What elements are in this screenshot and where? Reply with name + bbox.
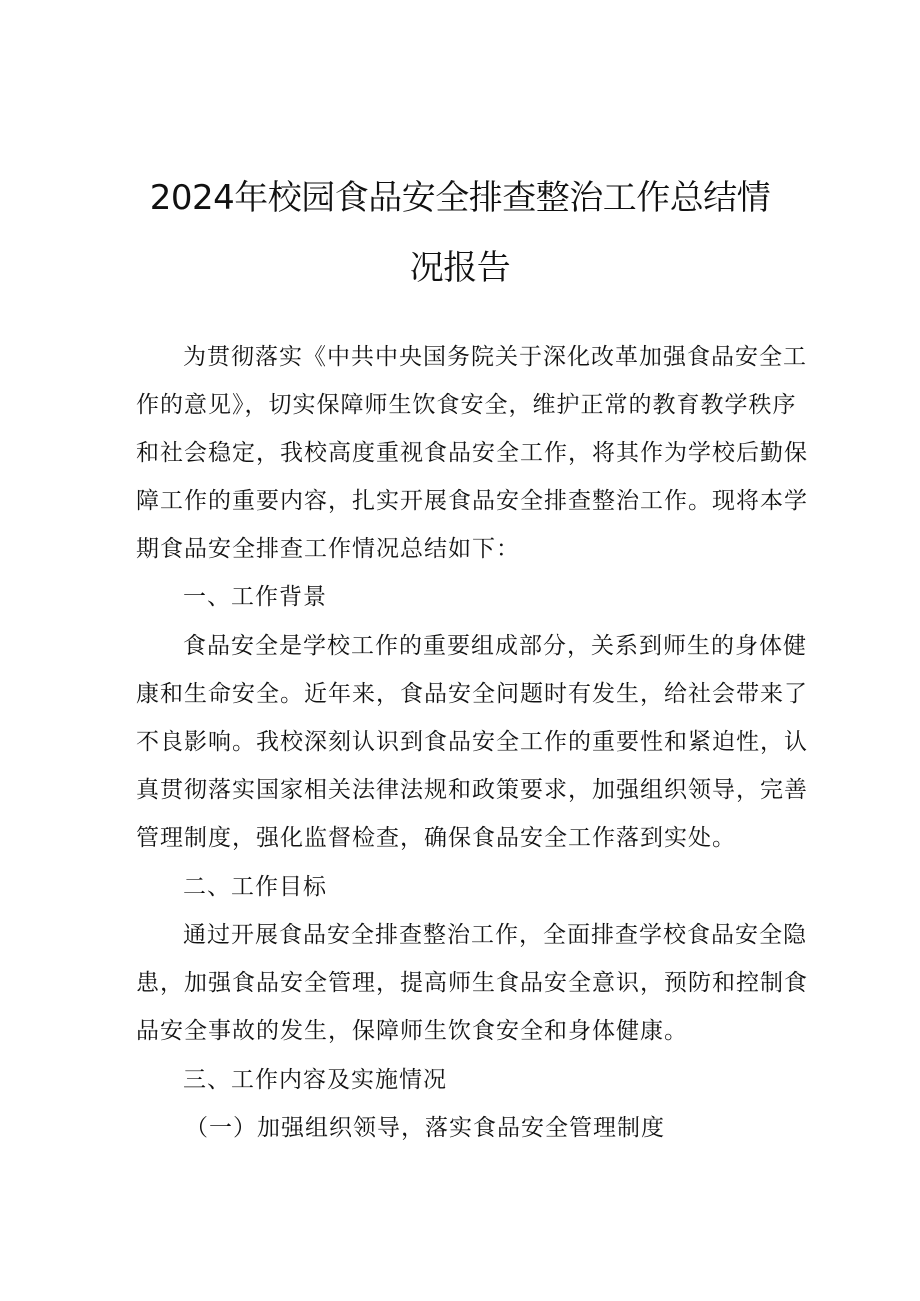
section-heading-background: 一、工作背景: [183, 584, 327, 610]
intro-line-4: 障工作的重要内容，扎实开展食品安全排查整治工作。现将本学: [136, 488, 808, 514]
section-heading-implementation: 三、工作内容及实施情况: [183, 1067, 447, 1093]
section1-line-1: 食品安全是学校工作的重要组成部分，关系到师生的身体健: [183, 633, 807, 659]
section1-line-2: 康和生命安全。近年来，食品安全问题时有发生，给社会带来了: [136, 681, 808, 707]
section1-line-5: 管理制度，强化监督检查，确保食品安全工作落到实处。: [136, 825, 736, 851]
section-heading-goals: 二、工作目标: [183, 874, 327, 900]
section1-line-3: 不良影响。我校深刻认识到食品安全工作的重要性和紧迫性，认: [136, 729, 808, 755]
intro-line-5: 期食品安全排查工作情况总结如下：: [136, 536, 520, 562]
section2-line-1: 通过开展食品安全排查整治工作，全面排查学校食品安全隐: [183, 922, 807, 948]
intro-line-3: 和社会稳定，我校高度重视食品安全工作，将其作为学校后勤保: [136, 440, 808, 466]
intro-line-1: 为贯彻落实《中共中央国务院关于深化改革加强食品安全工: [183, 344, 807, 370]
document-title-line-2: 况报告: [409, 248, 511, 288]
intro-line-2: 作的意见》，切实保障师生饮食安全，维护正常的教育教学秩序: [136, 392, 797, 418]
section2-line-3: 品安全事故的发生，保障师生饮食安全和身体健康。: [136, 1018, 688, 1044]
document-title-line-1: 2024年校园食品安全排查整治工作总结情: [149, 178, 771, 218]
section2-line-2: 患，加强食品安全管理，提高师生食品安全意识，预防和控制食: [136, 970, 808, 996]
section1-line-4: 真贯彻落实国家相关法律法规和政策要求，加强组织领导，完善: [136, 777, 808, 803]
subsection-heading-1: （一）加强组织领导，落实食品安全管理制度: [185, 1115, 665, 1141]
